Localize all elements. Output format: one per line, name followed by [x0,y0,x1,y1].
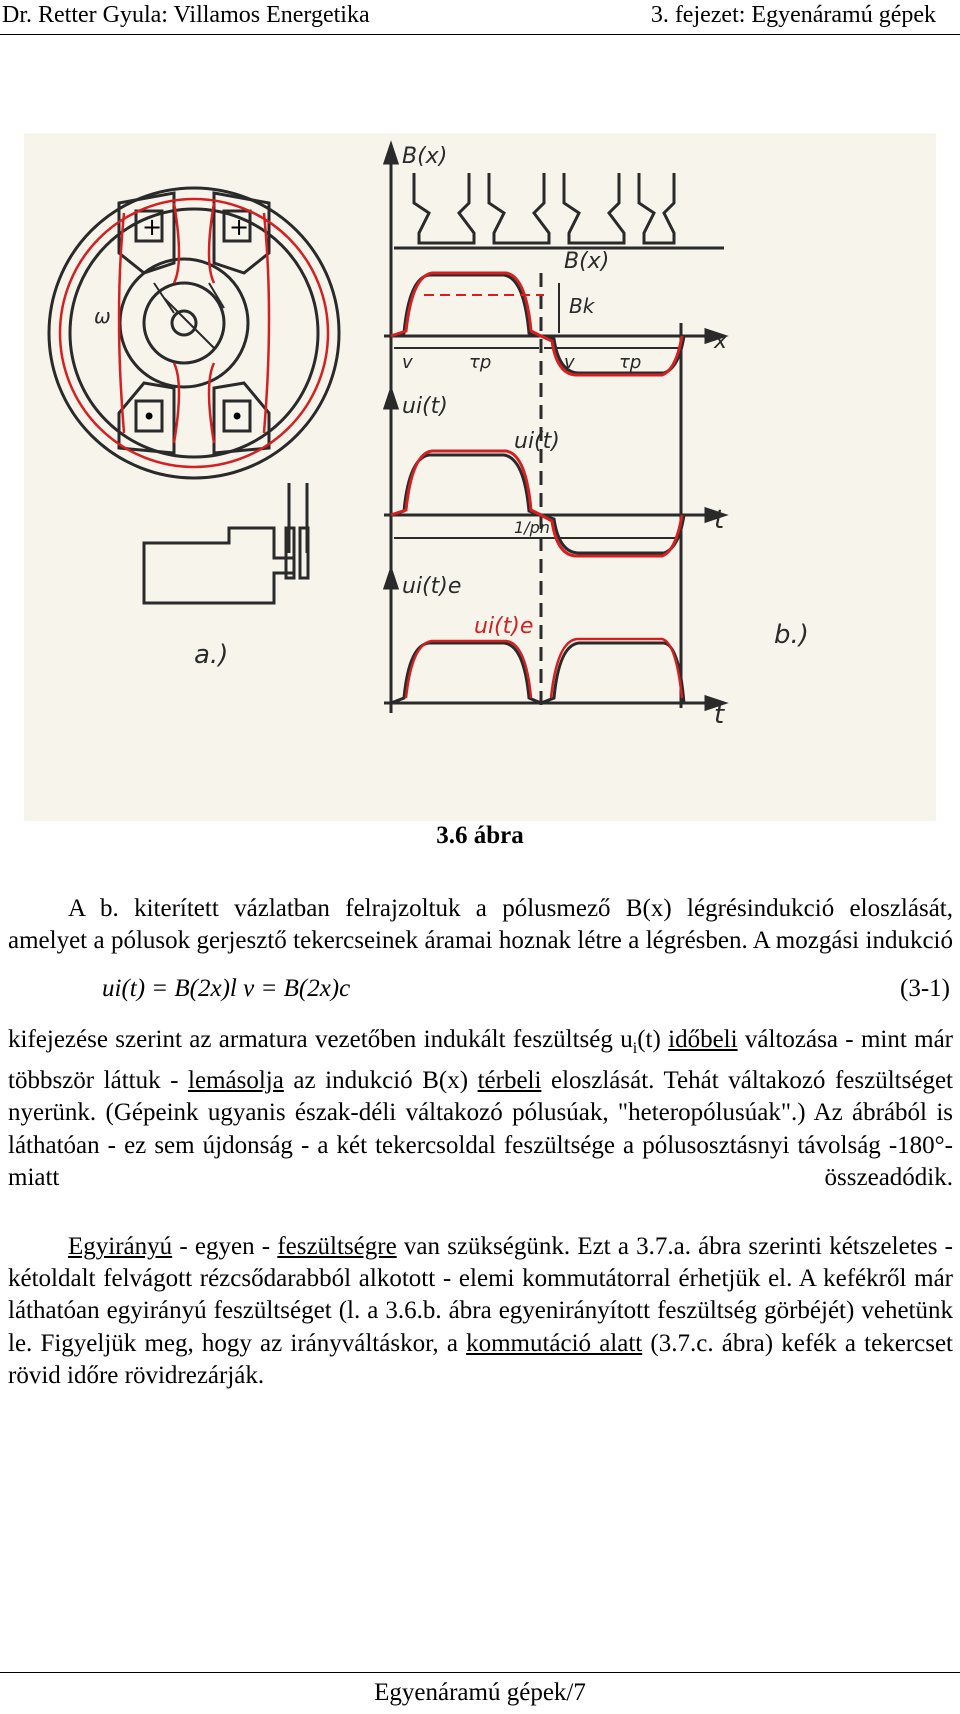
paragraph-1 [8,893,953,957]
stator-inner-ring [70,209,318,457]
p2-underlined-2: lemásolja [188,1067,284,1095]
p2-underlined-3: térbeli [477,1067,542,1095]
figure-caption: 3.6 ábra [436,822,524,849]
p2-subscript: i [632,1040,638,1057]
p3-text-1: - egyen - [172,1233,278,1260]
p2-text-3: változása - mint már többször láttuk - [8,1026,953,1095]
figure-3-6 [24,133,936,821]
paragraph-2 [8,1024,953,1194]
p3-text-3: (3.7.c. ábra) kefék a tekercset rövid időre rövidrezárják. [8,1329,953,1389]
dot-sign-2: • [230,403,245,431]
figure-sketch [24,133,936,821]
curve-label-Bx: B(x) [564,249,610,274]
p2-text-4: az indukció B(x) [283,1067,478,1095]
axis-label-t1: t [714,505,725,535]
label-v1: v [402,352,413,373]
plus-sign-1: + [142,213,163,241]
curve-label-ui: ui(t) [514,429,560,454]
paragraph-3 [8,1231,953,1392]
p2-text-2: (t) [637,1026,669,1053]
axis-label-Bx: B(x) [402,144,448,169]
paragraph-1-text: A b. kiterített vázlatban felrajzoltuk a pólusmező B(x) légrésindukció eloszlását, amelyet a pólusok gerjesztő tekercseinek áramai hoznak létre a légrésben. A mozgási indukció [8,895,953,955]
page-header [0,0,960,35]
label-taup2: τp [619,352,642,373]
p2-text-1: kifejezése szerint az armatura vezetőben indukált feszültség u [8,1026,633,1053]
coil-sketch [144,483,308,603]
label-Bk: Bk [569,294,595,318]
page-footer [0,1672,960,1706]
label-taup1: τp [469,352,492,373]
footer-text: Egyenáramú gépek/7 [374,1679,586,1706]
curve-label-uie: ui(t)e [474,614,534,639]
p2-underlined-1: időbeli [668,1026,738,1053]
header-left: Dr. Retter Gyula: Villamos Energetika [2,2,370,28]
omega-label: ω [94,304,111,328]
header-right: 3. fejezet: Egyenáramú gépek [650,2,936,28]
label-a: a.) [194,640,229,670]
label-v2: v [564,352,575,373]
equation-3-1 [0,975,960,1011]
p3-underlined-3: kommutáció alatt [466,1329,643,1357]
curve-uie-black [391,643,684,703]
stator-outer-ring [49,188,339,478]
label-b: b.) [774,620,809,650]
axis-label-x: x [714,329,728,354]
p3-underlined-2: feszültségre [277,1233,397,1260]
rotor-outer [120,259,248,387]
shaft [172,311,196,335]
axis-label-uie: ui(t)e [402,574,462,599]
axis-label-ui: ui(t) [402,394,448,419]
equation-number: (3-1) [900,975,950,1002]
curve-ui-red [391,451,682,556]
machine-cross-section [49,188,339,478]
plus-sign-2: + [229,213,250,241]
p3-underlined-1: Egyirányú [68,1233,173,1260]
curve-uie-red [406,639,682,698]
p3-text-2: van szükségünk. Ezt a 3.7.a. ábra szerinti kétszeletes - kétoldalt felvágott rézcsődarabból alkotott - elemi kommutátorral érhetjük el. A kefékről már láthatóan egyirányú feszültséget (l. a 3.6.b. ábra egyenirányított feszültség görbéjét) vehetünk le. Figyeljük meg, hogy az irányváltáskor, a [8,1233,953,1357]
rotor-inner [144,283,224,363]
axis-label-t2: t [714,700,725,730]
dot-sign-1: • [142,403,157,431]
label-period: 1/pn [514,518,550,537]
flux-lines-red [60,199,328,467]
p2-text-5: eloszlását. Tehát váltakozó feszültséget nyerünk. (Gépeink ugyanis észak-déli váltakozó pólusúak, "heteropólusúak".) Az ábrából is láthatóan - ez sem újdonság - a két tekercsoldal feszültsége a pólusosztásnyi távolság -180°-miatt összeadódik. [8,1067,953,1191]
equation-formula: ui(t) = B(2x)l v = B(2x)c [102,975,351,1002]
